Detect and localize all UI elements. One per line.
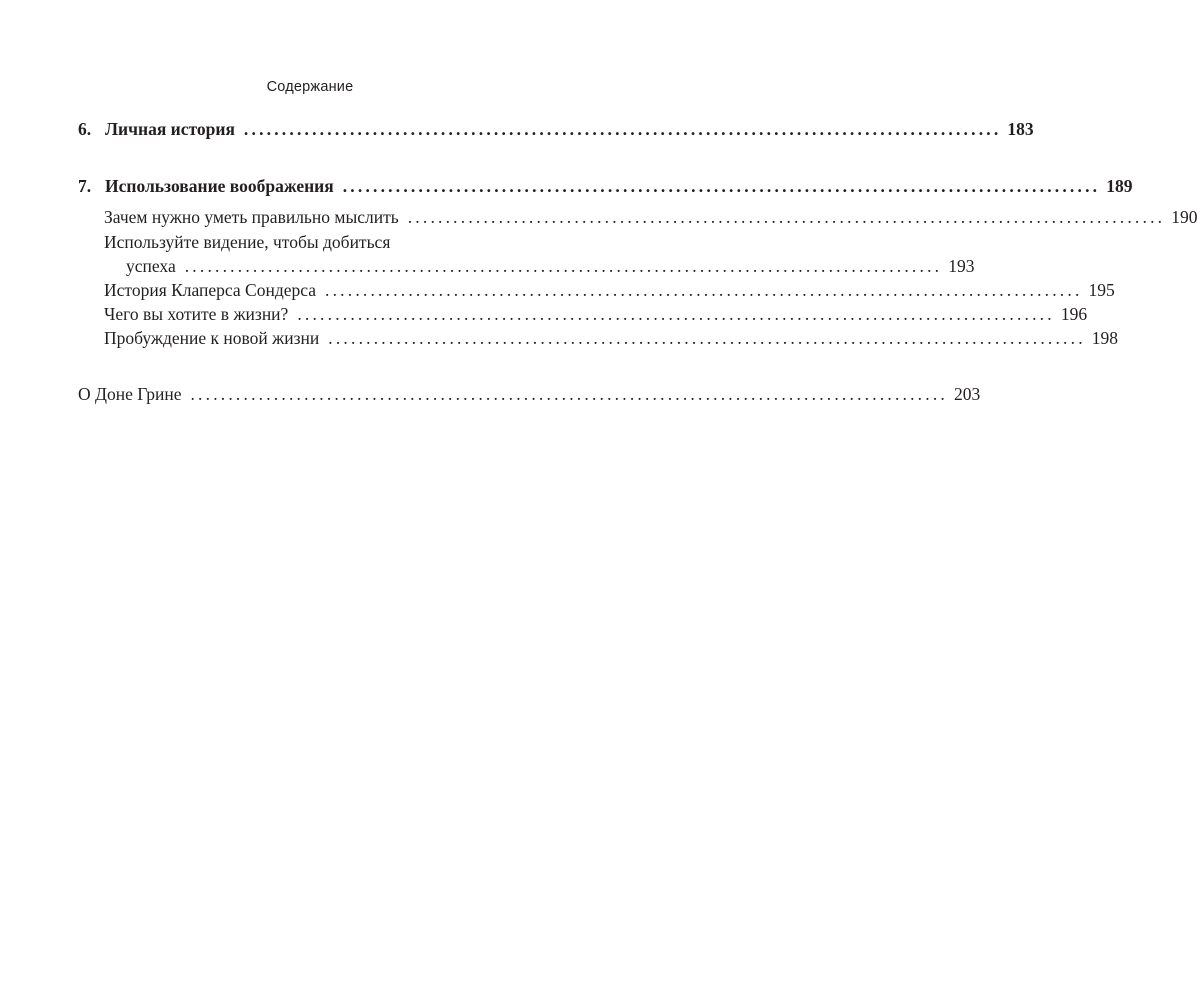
- chapter-number: 6.: [78, 119, 92, 139]
- toc-entry-title: Использование воображения: [105, 176, 334, 196]
- toc-entry-page: 183: [1007, 119, 1034, 139]
- toc-entry-page: 193: [948, 256, 975, 276]
- toc-entry-title: История Клаперса Сондерса: [104, 280, 317, 300]
- toc-entry-use-vision-line1[interactable]: Используйте видение, чтобы добиться: [104, 232, 391, 252]
- dot-leader: ....................................................................................................: [325, 280, 1083, 300]
- toc-entry-page: 196: [1060, 304, 1088, 324]
- toc-entry-about-don-green[interactable]: [78, 383, 981, 405]
- dot-leader: ....................................................................................................: [297, 304, 1055, 324]
- toc-entry-page: 198: [1091, 328, 1119, 348]
- toc-entry-title: О Доне Грине: [78, 384, 182, 404]
- toc-entry-title: успеха: [126, 256, 176, 276]
- dot-leader: ....................................................................................................: [328, 328, 1086, 348]
- toc-entry-title: Личная история: [105, 119, 235, 139]
- toc-entry-page: 190: [1171, 207, 1197, 227]
- chapter-number: 7.: [78, 176, 92, 196]
- toc-entry-awakening[interactable]: [104, 327, 1119, 349]
- toc-entry-use-vision[interactable]: [126, 255, 975, 277]
- dot-leader: ....................................................................................................: [407, 207, 1166, 227]
- dot-leader: ....................................................................................................: [342, 176, 1101, 196]
- toc-entry-page: 189: [1106, 176, 1133, 196]
- toc-entry-title: Чего вы хотите в жизни?: [104, 304, 289, 324]
- dot-leader: ....................................................................................................: [184, 256, 943, 276]
- toc-entry-title: Зачем нужно уметь правильно мыслить: [104, 207, 399, 227]
- toc-entry-what-you-want[interactable]: [104, 303, 1088, 325]
- running-head: Содержание: [266, 79, 354, 95]
- toc-entry-title: Пробуждение к новой жизни: [104, 328, 320, 348]
- dot-leader: ....................................................................................................: [190, 384, 948, 404]
- toc-entry-think-correctly[interactable]: [104, 206, 1197, 228]
- toc-entry-page: 195: [1088, 280, 1115, 300]
- dot-leader: ....................................................................................................: [243, 119, 1002, 139]
- toc-entry-page: 203: [953, 384, 981, 404]
- toc-entry-chapter-6[interactable]: [78, 118, 1034, 140]
- toc-entry-chapter-7[interactable]: [78, 175, 1133, 197]
- toc-entry-clarence-saunders[interactable]: [104, 279, 1115, 301]
